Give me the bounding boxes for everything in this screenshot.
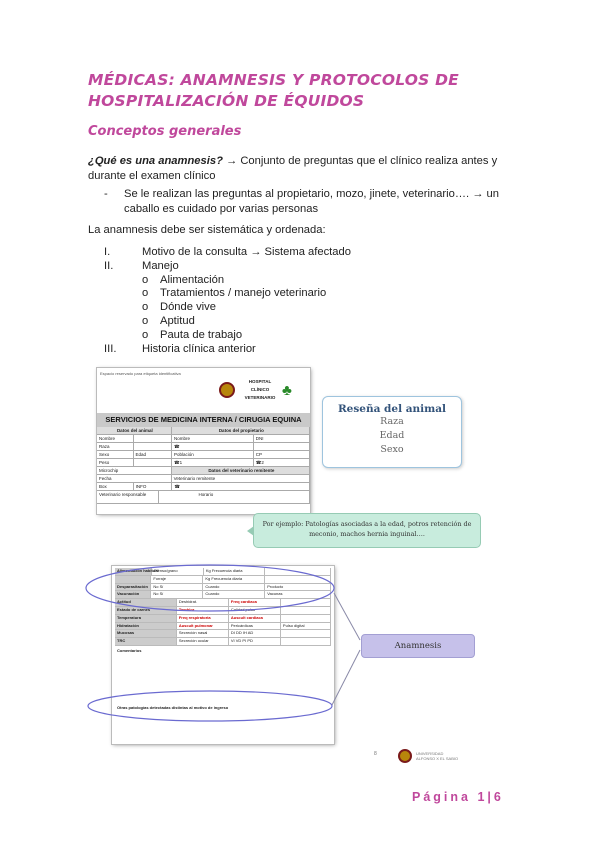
form-row: Peso ☎1 ☎2: [97, 459, 310, 467]
sub-text: Aptitud: [160, 314, 195, 327]
university-name: UNIVERSIDAD ALFONSO X EL SABIO: [416, 751, 459, 761]
sub-item: [142, 315, 351, 329]
slide-number: 8: [374, 751, 377, 757]
list-number: I.: [104, 246, 111, 258]
sub-text: Pauta de trabajo: [160, 328, 243, 341]
list-item: [104, 246, 351, 260]
column-header: Datos del veterinario remitente: [172, 467, 310, 474]
sub-item: [142, 329, 351, 343]
sub-text: Tratamientos / manejo veterinario: [160, 287, 327, 300]
sub-text: Dónde vive: [160, 301, 216, 314]
bullet-text: Se le realizan las preguntas al propietario, mozo, jinete, veterinario…. → un caballo es cuidado por varias personas: [124, 188, 499, 215]
list-number: III.: [104, 342, 117, 355]
university-seal-icon: [219, 382, 235, 398]
sub-bullet: o: [142, 301, 149, 314]
sub-bullet: o: [142, 273, 149, 286]
sub-bullet: o: [142, 314, 149, 327]
list-item: [104, 260, 351, 274]
resena-item: Sexo: [380, 444, 404, 455]
sub-text: Alimentación: [160, 273, 225, 286]
roman-list: [104, 246, 351, 356]
university-logo-icon: [398, 749, 412, 763]
form-row: TRC Secreción ocular VI VD PI PD: [115, 638, 331, 646]
form-row: Forraje Kg Frecuencia diaria: [115, 576, 331, 584]
form-row: Nombre Nombre DNI: [97, 435, 310, 443]
form-row: Mucosas Secreción nasal DI DD IH AD: [115, 630, 331, 638]
form-row: Sexo Edad Población CP: [97, 451, 310, 459]
sub-bullet: o: [142, 287, 149, 300]
form-row: Box INFO ☎: [97, 483, 310, 491]
anamnesis-form-image: [112, 566, 334, 744]
form-grid: [115, 568, 331, 646]
sistematica-text: La anamnesis debe ser sistemática y ordenada:: [88, 224, 326, 236]
sub-item: [142, 287, 351, 301]
question-text: ¿Qué es una anamnesis?: [88, 155, 223, 167]
anamnesis-box: Anamnesis: [361, 634, 475, 658]
form-row: Alimentación habitual Pienso/grano Kg Frecuencia diaria: [115, 568, 331, 576]
list-number: II.: [104, 259, 114, 272]
form-header: [97, 368, 310, 411]
resena-item: Raza: [380, 416, 404, 427]
hospital-line: VETERINARIO: [244, 395, 276, 400]
section-heading: Conceptos generales: [88, 124, 242, 139]
form-row: Fecha Veterinario remitente: [97, 475, 310, 483]
form-banner: SERVICIOS DE MEDICINA INTERNA / CIRUGIA EQUINA: [97, 413, 310, 427]
page-number: Página 1|6: [412, 790, 504, 804]
hospital-line: HOSPITAL: [248, 379, 272, 384]
bullet-item: [104, 187, 504, 217]
bullet-dash: -: [104, 188, 108, 200]
hospital-name: [240, 378, 280, 402]
form-row: Desparasitación No Sí Cuando Producto: [115, 584, 331, 592]
form-row: Microchip Datos del veterinario remitente: [97, 467, 310, 475]
admission-form-image: [97, 368, 310, 514]
callout-pointer: [247, 526, 254, 536]
example-text: Por ejemplo: Patologías asociadas a la edad, potros retención de meconio, machos hernia inguinal….: [262, 520, 472, 538]
form-row: Actitud Deshidrat. Freq cardiaca: [115, 599, 331, 607]
list-item: [104, 343, 351, 357]
page-title: MÉDICAS: ANAMNESIS Y PROTOCOLOS DE HOSPITALIZACIÓN DE ÉQUIDOS: [88, 71, 459, 110]
sub-bullet: o: [142, 328, 149, 341]
resena-heading: Reseña del animal: [337, 403, 447, 415]
answer-text: → Conjunto de preguntas que el clínico realiza antes y durante el examen clínico: [88, 155, 498, 182]
form-row: Raza ☎: [97, 443, 310, 451]
sub-item: [142, 274, 351, 288]
otras-label: Otras patologías detectadas distintas al motivo de ingreso: [117, 705, 229, 710]
form-row: Veterinario responsable Horario: [97, 491, 310, 504]
list-text: Historia clínica anterior: [142, 342, 256, 355]
resena-item: Edad: [379, 430, 405, 441]
list-text: Motivo de la consulta → Sistema afectado: [142, 246, 351, 258]
sub-item: [142, 301, 351, 315]
form-row: Vacunación No Sí Cuando Vacunas: [115, 591, 331, 599]
label-space-note: Espacio reservado para etiqueta identificativa: [100, 371, 181, 376]
form-row: Estado de carnes Temblor Calidad pulso: [115, 607, 331, 615]
hospital-line: CLÍNICO: [250, 387, 270, 392]
form-row: Hidratación Auscult pulmonar Pericárdicas Pulso digital: [115, 623, 331, 631]
arrow-line-bottom: [332, 650, 360, 705]
list-text: Manejo: [142, 259, 179, 272]
definition-paragraph: [88, 154, 508, 184]
form-grid: [97, 427, 310, 504]
clover-logo-icon: ♣: [282, 382, 292, 399]
column-header: Datos del animal: [97, 427, 172, 434]
column-header: Datos del propietario: [172, 427, 310, 434]
resena-box: [322, 396, 462, 468]
comentarios-label: Comentarios: [117, 648, 142, 653]
form-row: Temperatura Freq respiratoria Auscult cardiaca: [115, 615, 331, 623]
example-callout: [253, 513, 481, 548]
arrow-line-top: [334, 593, 360, 640]
